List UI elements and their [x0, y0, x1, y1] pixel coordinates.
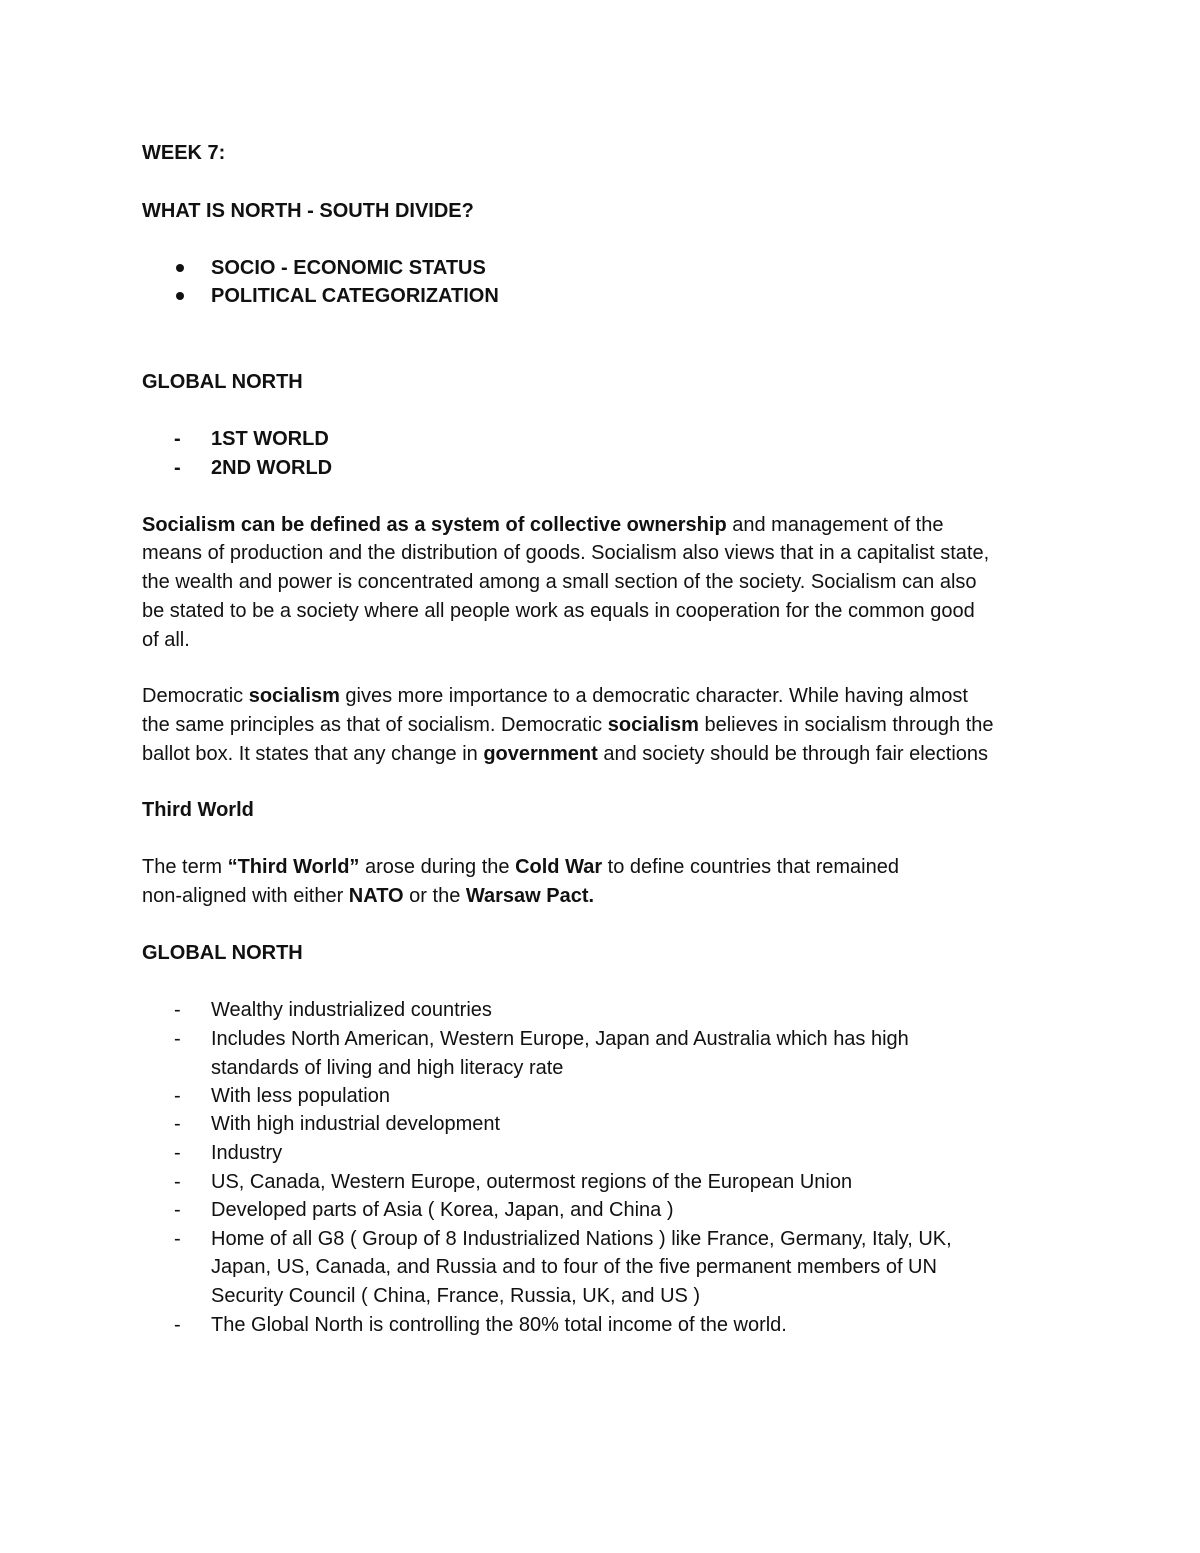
divide-point: POLITICAL CATEGORIZATION — [211, 285, 499, 307]
text: or the — [403, 885, 466, 907]
dash-marker: - — [174, 1028, 181, 1050]
global-north-heading: GLOBAL NORTH — [142, 371, 303, 393]
list-item: Includes North American, Western Europe, Japan and Australia which has high — [211, 1028, 909, 1050]
bold-term: NATO — [348, 885, 404, 907]
list-item: The Global North is controlling the 80% total income of the world. — [211, 1314, 787, 1336]
bold-term: government — [483, 743, 598, 765]
bold-term: socialism — [248, 685, 340, 707]
socialism-line — [142, 511, 1082, 539]
bold-term: Cold War — [515, 856, 603, 878]
bold-term: Warsaw Pact. — [465, 885, 595, 907]
text: Democratic — [142, 685, 249, 707]
third-world-heading: Third World — [142, 799, 254, 821]
week-title: WEEK 7: — [142, 142, 226, 164]
dash-marker: - — [174, 1199, 181, 1221]
world-item: 2ND WORLD — [211, 457, 333, 479]
socialism-line: means of production and the distribution of goods. Socialism also views that in a capitalist state, — [142, 542, 990, 564]
democratic-line — [142, 682, 1082, 710]
list-item: US, Canada, Western Europe, outermost regions of the European Union — [211, 1171, 853, 1193]
dash-marker: - — [174, 1142, 181, 1164]
text: gives more importance to a democratic character. While having almost — [339, 685, 968, 707]
list-item-continued: Japan, US, Canada, and Russia and to four of the five permanent members of UN — [211, 1256, 937, 1278]
bold-term: “Third World” — [227, 856, 360, 878]
text: ballot box. It states that any change in — [142, 743, 484, 765]
bullet-dot — [176, 264, 184, 272]
text: believes in socialism through the — [698, 714, 994, 736]
text: to define countries that remained — [602, 856, 899, 878]
text: non-aligned with either — [142, 885, 349, 907]
text: the same principles as that of socialism. Democratic — [142, 714, 608, 736]
dash-marker: - — [174, 1171, 181, 1193]
divide-point: SOCIO - ECONOMIC STATUS — [211, 257, 486, 279]
list-item-continued: Security Council ( China, France, Russia, UK, and US ) — [211, 1285, 701, 1307]
list-item-continued: standards of living and high literacy rate — [211, 1057, 564, 1079]
text: and society should be through fair elections — [597, 743, 989, 765]
socialism-text: and management of the — [726, 514, 944, 536]
world-item: 1ST WORLD — [211, 428, 329, 450]
third-world-line — [142, 853, 1082, 881]
list-item: Industry — [211, 1142, 283, 1164]
text: The term — [142, 856, 228, 878]
dash-marker: - — [174, 457, 181, 479]
bold-term: socialism — [607, 714, 699, 736]
dash-marker: - — [174, 1085, 181, 1107]
list-item: With less population — [211, 1085, 390, 1107]
dash-marker: - — [174, 1314, 181, 1336]
question-heading: WHAT IS NORTH - SOUTH DIVIDE? — [142, 200, 474, 222]
socialism-line: be stated to be a society where all people work as equals in cooperation for the common good — [142, 600, 975, 622]
democratic-line — [142, 740, 1082, 768]
socialism-bold: Socialism can be defined as a system of collective ownership — [142, 514, 727, 536]
dash-marker: - — [174, 999, 181, 1021]
list-item: Developed parts of Asia ( Korea, Japan, and China ) — [211, 1199, 674, 1221]
list-item: Wealthy industrialized countries — [211, 999, 492, 1021]
dash-marker: - — [174, 1228, 181, 1250]
dash-marker: - — [174, 428, 181, 450]
text: arose during the — [359, 856, 516, 878]
list-item: Home of all G8 ( Group of 8 Industrialized Nations ) like France, Germany, Italy, UK, — [211, 1228, 952, 1250]
bullet-dot — [176, 292, 184, 300]
global-north-heading: GLOBAL NORTH — [142, 942, 303, 964]
list-item: With high industrial development — [211, 1113, 501, 1135]
dash-marker: - — [174, 1113, 181, 1135]
socialism-line: of all. — [142, 629, 190, 651]
third-world-line — [142, 882, 1082, 910]
socialism-line: the wealth and power is concentrated among a small section of the society. Socialism can also — [142, 571, 977, 593]
democratic-line — [142, 711, 1082, 739]
